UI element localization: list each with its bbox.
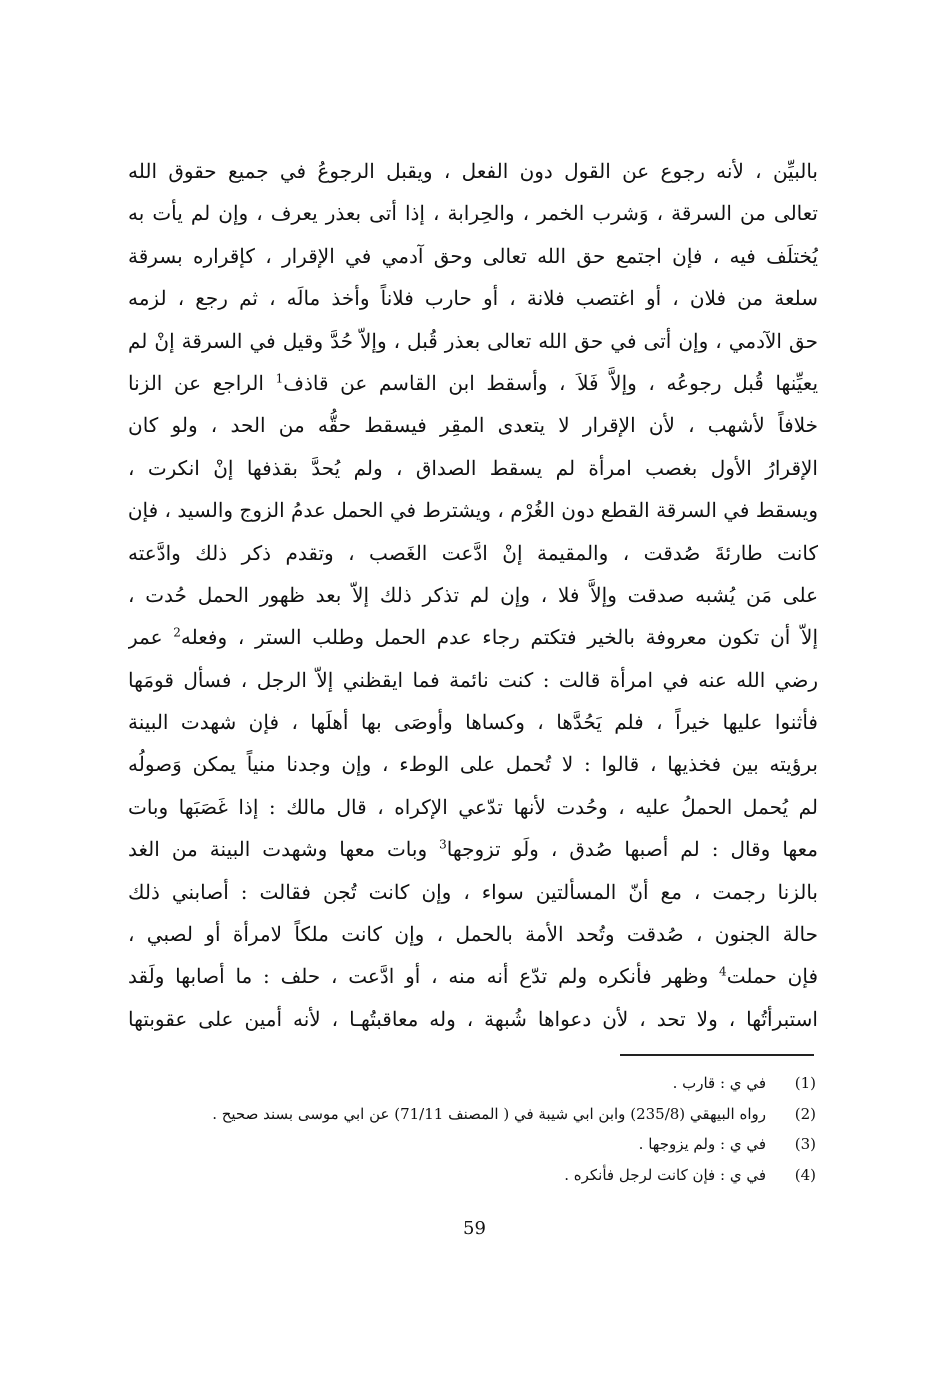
footnotes (200, 1068, 816, 1190)
footnote-text: في ي : فإن كانت لرجل فأنكره . (564, 1165, 766, 1184)
text-line (128, 871, 818, 913)
footnote-ref[interactable]: 3 (439, 837, 447, 852)
footnote-number: (2) (794, 1104, 816, 1123)
footnote-separator (620, 1054, 814, 1056)
text-line (128, 574, 818, 616)
text-line (128, 828, 818, 870)
text-line (128, 616, 818, 658)
line-text: حق الآدمي ، وإن أتى في حق الله تعالى بعذر قُبل ، وإلاّ حُدَّ وقيل في السرقة إنْ لم (128, 328, 818, 353)
line-text: الإقرارُ الأول بغصب امرأة لم يسقط الصداق ، ولم يُحدَّ بقذفها إنْ انكرت ، (128, 455, 818, 480)
footnote-item (200, 1068, 816, 1099)
text-line (128, 955, 818, 997)
line-text: وبات معها وشهدت البينة من الغد (128, 837, 428, 862)
text-line (128, 150, 818, 192)
main-text (128, 150, 818, 1040)
footnote-number: (4) (794, 1165, 816, 1184)
footnote-text: رواه البيهقي (235/8) وابن ابي شيبة في ( المصنف 71/11) عن ابي موسى بسند صحيح . (212, 1104, 766, 1123)
footnote-text: في ي : ولم يزوجها . (638, 1135, 766, 1153)
footnote-ref[interactable]: 1 (275, 371, 284, 386)
text-line (128, 362, 818, 404)
text-line (128, 404, 818, 446)
text-line (128, 489, 818, 531)
line-text: رضي الله عنه في امرأة قالت : كنت نائمة فما ايقظني إلاّ الرجل ، فسأل قومَها (128, 667, 818, 692)
text-line (128, 786, 818, 828)
line-text: يعيِّنها قُبل رجوعُه ، وإلاَّ فَلاَ ، وأسقط ابن القاسم عن قاذف (283, 370, 818, 395)
text-line (128, 277, 818, 319)
footnote-ref[interactable]: 2 (173, 625, 181, 640)
line-text: ويسقط في السرقة القطع دون الغُرْم ، ويشترط في الحمل عدمُ الزوج والسيد ، فإن (128, 498, 818, 523)
line-text: سلعة من فلان ، أو اغتصب فلانة ، أو حارب فلاناً وأخذ مالَه ، ثم رجع ، لزمه (128, 286, 818, 311)
line-text: الراجع عن الزنا (128, 370, 264, 395)
text-line (128, 998, 818, 1040)
line-text: كانت طارئةَ صُدقت ، والمقيمة إنْ ادَّعت الغَصب ، وتقدم ذكر ذلك وادَّعته (128, 540, 818, 565)
text-line (128, 235, 818, 277)
footnote-number: (1) (794, 1074, 816, 1092)
line-text: عمر (128, 625, 163, 650)
line-text: لم يُحمل الحملُ عليه ، وحُدت لأنها تدّعي الإكراه ، قال مالك : إذا غَصَبَها وبات (128, 794, 818, 819)
line-text: يُختلَف فيه ، فإن اجتمع حق الله تعالى وحق آدمي في الإقرار ، كإقراره بسرقة (128, 243, 818, 268)
text-line (128, 192, 818, 234)
line-text: فأثنوا عليها خيراً ، فلم يَحُدَّها ، وكساها وأوصَى بها أهلَها ، فإن شهدت البينة (128, 710, 818, 735)
line-text: خلافاً لأشهب ، لأن الإقرار لا يتعدى المقِر فيسقط حقُّه من الحد ، ولو كان (128, 413, 818, 438)
line-text: تعالى من السرقة ، وَشرب الخمر ، والحِرابة ، إذا أتى بعذر يعرف ، وإن لم يأت به (128, 201, 818, 226)
text-line (128, 743, 818, 785)
text-line (128, 447, 818, 489)
footnote-ref[interactable]: 4 (719, 964, 727, 979)
line-text: وظهر فأنكره ولم تدّع أنه منه ، أو ادَّعت ، حلف : ما أصابها ولَقد (128, 964, 709, 989)
footnote-item (200, 1099, 816, 1130)
line-text: بالزنا رجمت ، مع أنّ المسألتين سواء ، وإن كانت تُجن فقالت : أصابني ذلك (128, 879, 818, 904)
line-text: برؤيته بين فخذيها ، قالوا : لا تُحمل على الوطء ، وإن وجدنا منياً يمكن وَصولُه (128, 752, 818, 777)
line-text: استبرأتُها ، ولا تحد ، لأن دعواها شُبهة ، وله معاقبتُهـا ، لأنه أمين على عقوبتها (128, 1006, 818, 1031)
text-line (128, 320, 818, 362)
line-text: على مَن يُشبه صدقت وإلاَّ فلا ، وإن لم تذكر ذلك إلاّ بعد ظهور الحمل حُدت ، (128, 582, 818, 607)
text-line (128, 532, 818, 574)
footnote-number: (3) (794, 1135, 816, 1153)
footnote-item (200, 1160, 816, 1191)
text-line (128, 701, 818, 743)
line-text: معها وقال : لم أصبها صُدق ، ولَو تزوجها (446, 837, 818, 862)
line-text: فإن حملت (726, 964, 818, 989)
footnote-text: في ي : قارب . (672, 1074, 766, 1092)
text-line (128, 913, 818, 955)
line-text: إلاّ أن تكون معروفة بالخير فتكتم رجاء عدم الحمل وطلب الستر ، وفعله (180, 625, 818, 650)
text-line (128, 659, 818, 701)
line-text: حالة الجنون ، صُدقت وتُحد الأمة بالحمل ، وإن كانت ملكاً لامرأة أو لصبي ، (128, 922, 818, 947)
footnote-item (200, 1129, 816, 1160)
page-number: 59 (463, 1218, 486, 1239)
line-text: بالبيِّن ، لأنه رجوع عن القول دون الفعل ، ويقبل الرجوعُ في جميع حقوق الله (128, 159, 818, 183)
